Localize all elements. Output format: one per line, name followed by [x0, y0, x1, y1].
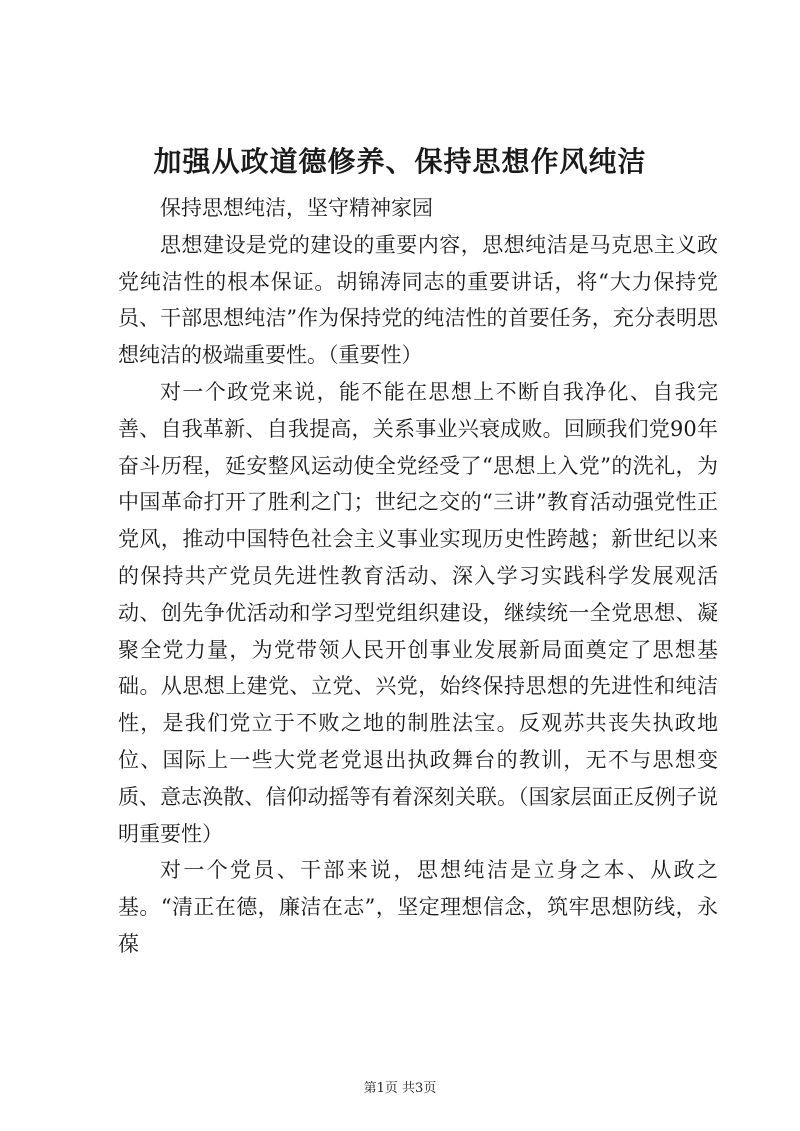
document-body [118, 190, 718, 963]
document-title: 加强从政道德修养、保持思想作风纯洁 [153, 145, 647, 178]
page-footer: 第1页 共3页 [363, 1081, 437, 1096]
paragraph-party-history: 对一个政党来说，能不能在思想上不断自我净化、自我完善、自我革新、自我提高，关系事业兴衰成败。回顾我们党90年奋斗历程，延安整风运动使全党经受了“思想上入党”的洗礼，为中国革命打开了胜利之门；世纪之交的“三讲”教育活动强党性正党风，推动中国特色社会主义事业实现历史性跨越；新世纪以来的保持共产党员先进性教育活动、深入学习实践科学发展观活动、创先争优活动和学习型党组织建设，继续统一全党思想、凝聚全党力量，为党带领人民开创事业发展新局面奠定了思想基础。从思想上建党、立党、兴党，始终保持思想的先进性和纯洁性，是我们党立于不败之地的制胜法宝。反观苏共丧失执政地位、国际上一些大党老党退出执政舞台的教训，无不与思想变质、意志涣散、信仰动摇等有着深刻关联。（国家层面正反例子说明重要性） [118, 379, 718, 846]
paragraph-cadre: 对一个党员、干部来说，思想纯洁是立身之本、从政之基。“清正在德，廉洁在志”，坚定理想信念，筑牢思想防线，永葆 [118, 858, 718, 956]
paragraph-subtitle: 保持思想纯洁，坚守精神家园 [160, 196, 433, 220]
paragraph-importance: 思想建设是党的建设的重要内容，思想纯洁是马克思主义政党纯洁性的根本保证。胡锦涛同志的重要讲话，将“大力保持党员、干部思想纯洁”作为保持党的纯洁性的首要任务，充分表明思想纯洁的极端重要性。（重要性） [118, 232, 718, 368]
